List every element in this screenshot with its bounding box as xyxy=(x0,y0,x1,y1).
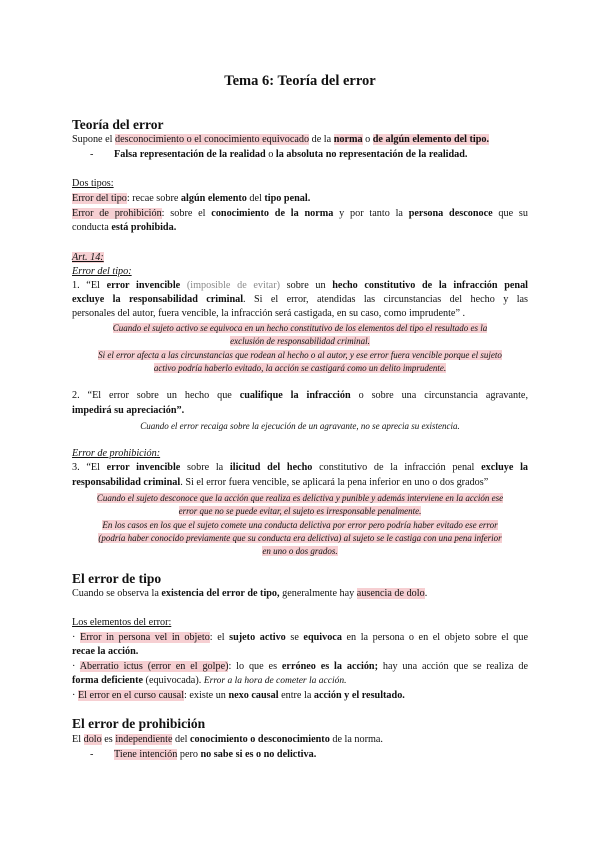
note-3-line-3: En los casos en los que el sujeto comete una conducta delictiva por error pero podría haber evitado ese error xyxy=(102,520,498,530)
tipo-error-de-prohibicion: Error de prohibición: sobre el conocimiento de la norma y por tanto la persona desconoce que su xyxy=(72,208,528,219)
heading-teoria-del-error: Teoría del error xyxy=(72,117,164,132)
bullet-falsa-representacion: - Falsa representación de la realidad o la absoluta no representación de la realidad. xyxy=(90,149,468,160)
note-3-line-5: en uno o dos grados. xyxy=(262,546,338,556)
elemento-3: · El error en el curso causal: existe un nexo causal entre la acción y el resultado. xyxy=(72,690,405,701)
art-paragraph-1-line-2: excluye la responsabilidad criminal. Si el error, atendidas las circunstancias del hecho y las xyxy=(72,294,529,305)
paragraph-error-de-tipo: Cuando se observa la existencia del error de tipo, generalmente hay ausencia de dolo. xyxy=(72,588,428,599)
note-3-line-1: Cuando el sujeto desconoce que la acción que realiza es delictiva y punible y además interviene en la acción ese xyxy=(96,493,504,503)
elemento-1-line-2: recae la acción. xyxy=(72,646,139,657)
note-2: Cuando el error recaiga sobre la ejecución de un agravante, no se aprecia su existencia. xyxy=(140,421,460,431)
elementos-label: Los elementos del error: xyxy=(72,617,172,628)
note-1-line-4: activo podría haberlo evitado, la acción se castigará como un delito imprudente. xyxy=(153,363,447,373)
art-paragraph-2-line-1: 2. “El error sobre un hecho que cualifique la infracción o sobre una circunstancia agravante, xyxy=(72,390,528,401)
paragraph-supone: Supone el desconocimiento o el conocimiento equivocado de la norma o de algún elemento del tipo. xyxy=(72,134,490,145)
note-1-line-2: exclusión de responsabilidad criminal. xyxy=(230,336,370,346)
elemento-1-line-1: · Error in persona vel in objeto: el sujeto activo se equivoca en la persona o en el objeto sobre el que xyxy=(72,632,528,643)
art-paragraph-3-line-2: responsabilidad criminal. Si el error fuera vencible, se aplicará la pena inferior en uno o dos grados” xyxy=(72,477,489,488)
heading-el-error-de-prohibicion: El error de prohibición xyxy=(72,716,206,731)
tipo-error-de-prohibicion-cont: conducta está prohibida. xyxy=(72,222,177,233)
subheading-error-del-tipo: Error del tipo: xyxy=(72,266,132,277)
subheading-error-de-prohibicion: Error de prohibición: xyxy=(72,448,161,459)
art-14-label: Art. 14: xyxy=(72,252,104,263)
tipo-error-del-tipo: Error del tipo: recae sobre algún elemento del tipo penal. xyxy=(72,193,311,204)
dos-tipos-label: Dos tipos: xyxy=(72,178,114,189)
note-3-line-2: error que no se puede evitar, el sujeto es irresponsable penalmente. xyxy=(178,506,422,516)
heading-el-error-de-tipo: El error de tipo xyxy=(72,571,162,586)
art-paragraph-1-line-3: personales del autor, fuera vencible, la infracción será castigada, en su caso, como imprudente” . xyxy=(72,308,466,319)
page-title: Tema 6: Teoría del error xyxy=(224,73,376,89)
bullet-tiene-intencion: - Tiene intención pero no sabe si es o no delictiva. xyxy=(90,749,317,760)
note-1-line-1: Cuando el sujeto activo se equivoca en un hecho constitutivo de los elementos del tipo el resultado es la xyxy=(112,323,488,333)
note-1-line-3: Si el error afecta a las circunstancias que rodean al hecho o al autor, y ese error fuera vencible porque el sujeto xyxy=(98,350,502,360)
elemento-2-line-2: forma deficiente (equivocada). Error a la hora de cometer la acción. xyxy=(72,675,347,686)
art-paragraph-3-line-1: 3. “El error invencible sobre la ilicitud del hecho constitutivo de la infracción penal excluye la xyxy=(72,462,528,473)
paragraph-error-de-prohibicion: El dolo es independiente del conocimiento o desconocimiento de la norma. xyxy=(72,734,383,745)
elemento-2-line-1: · Aberratio ictus (error en el golpe): lo que es erróneo es la acción; hay una acción que se realiza de xyxy=(72,661,528,672)
art-paragraph-1-line-1: 1. “El error invencible (imposible de evitar) sobre un hecho constitutivo de la infracción penal xyxy=(72,280,529,291)
art-paragraph-2-line-2: impedirá su apreciación”. xyxy=(72,405,185,416)
note-3-line-4: (podría haber conocido previamente que su conducta era delictiva) al sujeto se le castiga con una pena inferior xyxy=(98,533,502,543)
